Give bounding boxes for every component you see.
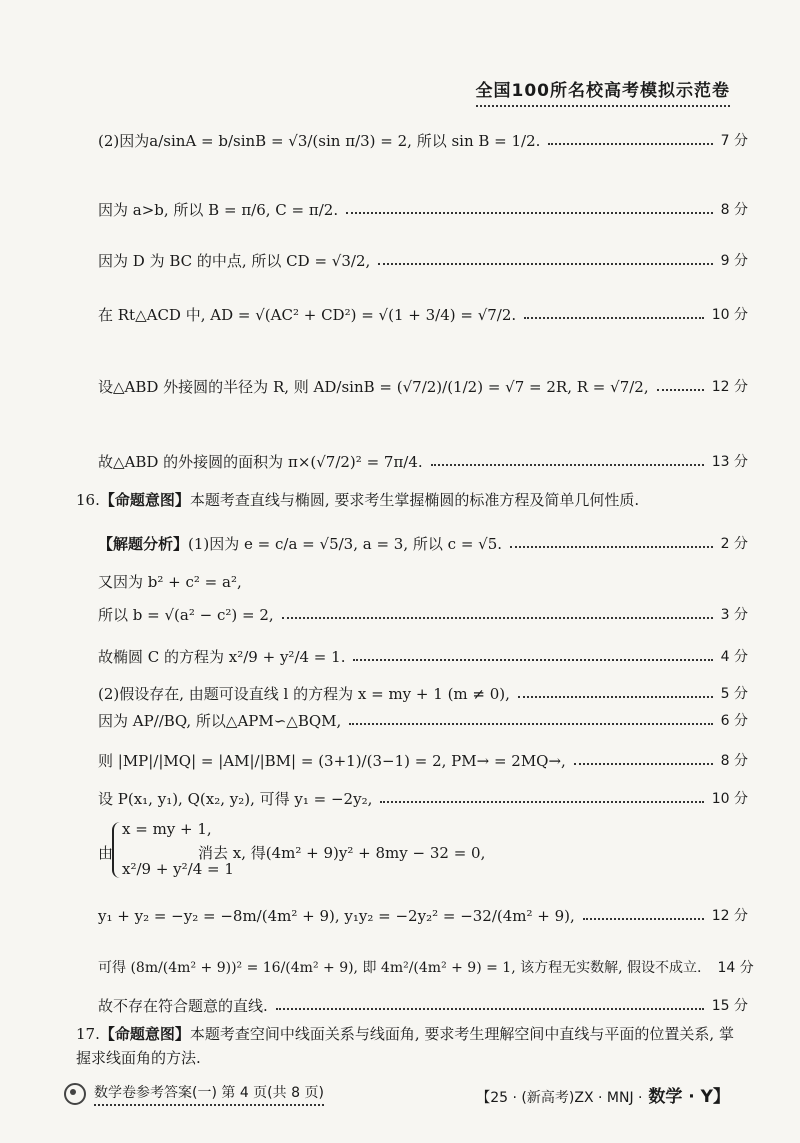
line-text: 则 |MP|/|MQ| = |AM|/|BM| = (3+1)/(3−1) = 2, PM→ = 2MQ→,	[98, 752, 566, 770]
answer-line	[98, 710, 748, 732]
answer-line	[98, 304, 748, 326]
intent-text: 本题考查空间中线面关系与线面角, 要求考生理解空间中直线与平面的位置关系, 掌握求线面角的方法.	[76, 1025, 734, 1067]
score: 13 分	[711, 454, 748, 470]
dot-leader	[276, 1008, 704, 1010]
intent-text: 本题考查直线与椭圆, 要求考生掌握椭圆的标准方程及简单几何性质.	[189, 491, 640, 509]
score: 8 分	[720, 202, 748, 218]
answer-line	[98, 376, 748, 398]
dot-leader	[583, 918, 704, 920]
dot-leader	[353, 659, 712, 661]
score: 14 分	[717, 960, 754, 976]
answer-line	[98, 788, 748, 810]
dot-leader	[346, 212, 713, 214]
answer-line	[98, 250, 748, 272]
answer-line	[98, 571, 748, 593]
score: 6 分	[720, 713, 748, 729]
answer-line	[98, 750, 748, 772]
dot-leader	[282, 617, 713, 619]
line-text: y₁ + y₂ = −y₂ = −8m/(4m² + 9), y₁y₂ = −2y₂² = −32/(4m² + 9),	[98, 907, 575, 925]
score: 12 分	[711, 379, 748, 395]
line-text: (1)因为 e = c/a = √5/3, a = 3, 所以 c = √5.	[188, 535, 503, 553]
answer-line	[98, 957, 754, 979]
dot-leader	[518, 696, 713, 698]
line-text: 在 Rt△ACD 中, AD = √(AC² + CD²) = √(1 + 3/4) = √7/2.	[98, 306, 517, 324]
line-text: 因为 a>b, 所以 B = π/6, C = π/2.	[98, 201, 339, 219]
score: 2 分	[720, 536, 748, 552]
question-number: 16.	[76, 491, 100, 509]
footer-code: 【25 · (新高考)ZX · MNJ ·	[476, 1090, 643, 1106]
line-text: (2)假设存在, 由题可设直线 l 的方程为 x = my + 1 (m ≠ 0),	[98, 685, 510, 703]
answer-line	[98, 533, 748, 555]
dot-leader	[380, 801, 703, 803]
line-text: 因为 D 为 BC 的中点, 所以 CD = √3/2,	[98, 252, 371, 270]
footer-page-label: 数学卷参考答案(一) 第 4 页(共 8 页)	[94, 1082, 324, 1106]
q17-intent	[76, 1022, 736, 1070]
analysis-label: 【解题分析】	[98, 535, 189, 553]
line-text: 所以 b = √(a² − c²) = 2,	[98, 606, 274, 624]
line-text: 故△ABD 的外接圆的面积为 π×(√7/2)² = 7π/4.	[98, 453, 423, 471]
score: 4 分	[720, 649, 748, 665]
answer-line	[98, 130, 748, 152]
score: 15 分	[711, 998, 748, 1014]
line-text: 故椭圆 C 的方程为 x²/9 + y²/4 = 1.	[98, 648, 346, 666]
dot-leader	[548, 143, 712, 145]
logo-icon	[64, 1083, 86, 1105]
line-text: 可得 (8m/(4m² + 9))² = 16/(4m² + 9), 即 4m²/(4m² + 9) = 1, 该方程无实数解, 假设不成立.	[98, 960, 702, 976]
question-number: 17.	[76, 1025, 100, 1043]
line-text: (2)因为a/sinA = b/sinB = √3/(sin π/3) = 2, 所以 sin B = 1/2.	[98, 132, 541, 150]
answer-line	[98, 905, 748, 927]
system-rest: 消去 x, 得(4m² + 9)y² + 8my − 32 = 0,	[198, 844, 486, 862]
dot-leader	[378, 263, 712, 265]
footer-right	[476, 1082, 730, 1107]
score: 8 分	[720, 753, 748, 769]
footer-left	[64, 1082, 324, 1106]
system-eq1: x = my + 1,	[122, 820, 212, 838]
dot-leader	[510, 546, 713, 548]
score: 9 分	[720, 253, 748, 269]
intent-label: 【命题意图】	[99, 491, 190, 509]
answer-line	[98, 451, 748, 473]
dot-leader	[657, 389, 704, 391]
answer-line	[98, 604, 748, 626]
dot-leader	[524, 317, 704, 319]
score: 5 分	[720, 686, 748, 702]
answer-line	[98, 646, 748, 668]
answer-line	[98, 199, 748, 221]
brace	[112, 822, 120, 878]
line-text: 设 P(x₁, y₁), Q(x₂, y₂), 可得 y₁ = −2y₂,	[98, 790, 373, 808]
intent-label: 【命题意图】	[99, 1025, 190, 1043]
line-text: 又因为 b² + c² = a²,	[98, 573, 242, 591]
score: 10 分	[711, 791, 748, 807]
dot-leader	[574, 763, 713, 765]
line-text: 因为 AP//BQ, 所以△APM∽△BQM,	[98, 712, 342, 730]
score: 10 分	[711, 307, 748, 323]
answer-line	[98, 995, 748, 1017]
score: 3 分	[720, 607, 748, 623]
dot-leader	[349, 723, 712, 725]
line-text: 设△ABD 外接圆的半径为 R, 则 AD/sinB = (√7/2)/(1/2) = √7 = 2R, R = √7/2,	[98, 378, 649, 396]
score: 7 分	[720, 133, 748, 149]
header-title: 全国100所名校高考模拟示范卷	[476, 76, 731, 107]
answer-line	[98, 683, 748, 705]
system-prefix: 由	[98, 844, 114, 862]
footer-subject: 数学 · Y】	[642, 1087, 730, 1107]
line-text: 故不存在符合题意的直线.	[98, 997, 268, 1015]
system-eq2: x²/9 + y²/4 = 1	[122, 860, 234, 878]
q16-intent	[76, 489, 748, 511]
score: 12 分	[711, 908, 748, 924]
dot-leader	[431, 464, 704, 466]
